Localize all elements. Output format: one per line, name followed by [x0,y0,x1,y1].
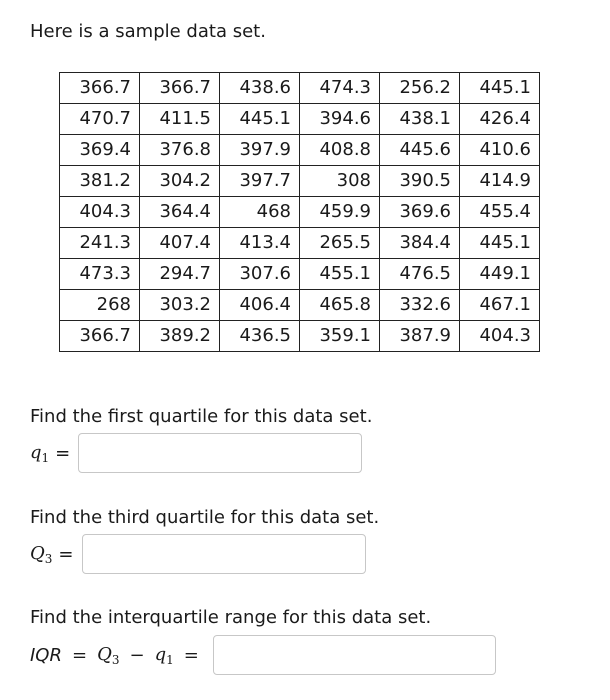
iqr-q1-term [155,644,174,667]
iqr-prompt: Find the interquartile range for this data set. [30,607,432,628]
table-cell: 410.6 [460,135,540,166]
table-cell: 436.5 [220,321,300,352]
table-row [60,166,540,197]
q3-label [30,543,52,566]
iqr-q3-sub: 3 [111,652,120,667]
q3-var: Q [30,542,45,564]
table-cell: 376.8 [140,135,220,166]
table-cell: 307.6 [220,259,300,290]
table-cell: 459.9 [300,197,380,228]
q3-answer-row [30,534,366,574]
table-cell: 445.6 [380,135,460,166]
table-cell: 332.6 [380,290,460,321]
table-row [60,259,540,290]
table-cell: 465.8 [300,290,380,321]
table-cell: 256.2 [380,73,460,104]
table-cell: 455.4 [460,197,540,228]
table-cell: 366.7 [60,73,140,104]
table-row [60,135,540,166]
iqr-answer-row [30,635,496,675]
table-cell: 455.1 [300,259,380,290]
table-cell: 387.9 [380,321,460,352]
table-cell: 294.7 [140,259,220,290]
table-cell: 366.7 [60,321,140,352]
q3-equals: = [58,543,74,565]
table-cell: 404.3 [60,197,140,228]
table-cell: 304.2 [140,166,220,197]
table-cell: 468 [220,197,300,228]
q3-input[interactable] [82,534,366,574]
table-cell: 470.7 [60,104,140,135]
table-cell: 449.1 [460,259,540,290]
q1-label [30,442,49,465]
iqr-input[interactable] [213,635,496,675]
table-cell: 413.4 [220,228,300,259]
table-cell: 384.4 [380,228,460,259]
data-table [59,72,540,352]
table-cell: 369.4 [60,135,140,166]
iqr-minus: − [129,644,145,666]
table-row [60,228,540,259]
iqr-equals-2: = [183,644,199,666]
table-cell: 268 [60,290,140,321]
table-cell: 241.3 [60,228,140,259]
table-cell: 407.4 [140,228,220,259]
table-cell: 397.9 [220,135,300,166]
table-cell: 381.2 [60,166,140,197]
table-cell: 411.5 [140,104,220,135]
table-cell: 426.4 [460,104,540,135]
q1-equals: = [55,442,71,464]
table-cell: 366.7 [140,73,220,104]
table-cell: 265.5 [300,228,380,259]
q1-answer-row [30,433,362,473]
table-cell: 438.6 [220,73,300,104]
intro-text: Here is a sample data set. [30,21,266,42]
table-row [60,290,540,321]
table-cell: 445.1 [220,104,300,135]
table-cell: 397.7 [220,166,300,197]
table-cell: 445.1 [460,73,540,104]
table-cell: 476.5 [380,259,460,290]
q1-input[interactable] [78,433,362,473]
table-cell: 473.3 [60,259,140,290]
table-cell: 390.5 [380,166,460,197]
table-cell: 414.9 [460,166,540,197]
table-row [60,73,540,104]
table-cell: 359.1 [300,321,380,352]
table-cell: 404.3 [460,321,540,352]
table-row [60,321,540,352]
table-cell: 474.3 [300,73,380,104]
table-cell: 408.8 [300,135,380,166]
q1-sub: 1 [41,450,50,465]
table-row [60,197,540,228]
table-cell: 308 [300,166,380,197]
table-cell: 445.1 [460,228,540,259]
table-cell: 438.1 [380,104,460,135]
iqr-label: IQR [30,644,62,666]
table-row [60,104,540,135]
table-cell: 467.1 [460,290,540,321]
q1-var: q [30,441,42,463]
table-cell: 303.2 [140,290,220,321]
iqr-q1-sub: 1 [166,652,174,667]
table-cell: 369.6 [380,197,460,228]
q3-sub: 3 [44,551,53,566]
iqr-q1-var: q [154,643,167,665]
table-cell: 364.4 [140,197,220,228]
data-table-body [60,73,540,352]
iqr-equals-1: = [71,644,88,666]
table-cell: 406.4 [220,290,300,321]
q3-prompt: Find the third quartile for this data set. [30,507,380,528]
q1-prompt: Find the first quartile for this data set. [30,406,373,427]
table-cell: 394.6 [300,104,380,135]
iqr-q3-var: Q [97,643,112,665]
table-cell: 389.2 [140,321,220,352]
iqr-q3-term [97,644,119,667]
